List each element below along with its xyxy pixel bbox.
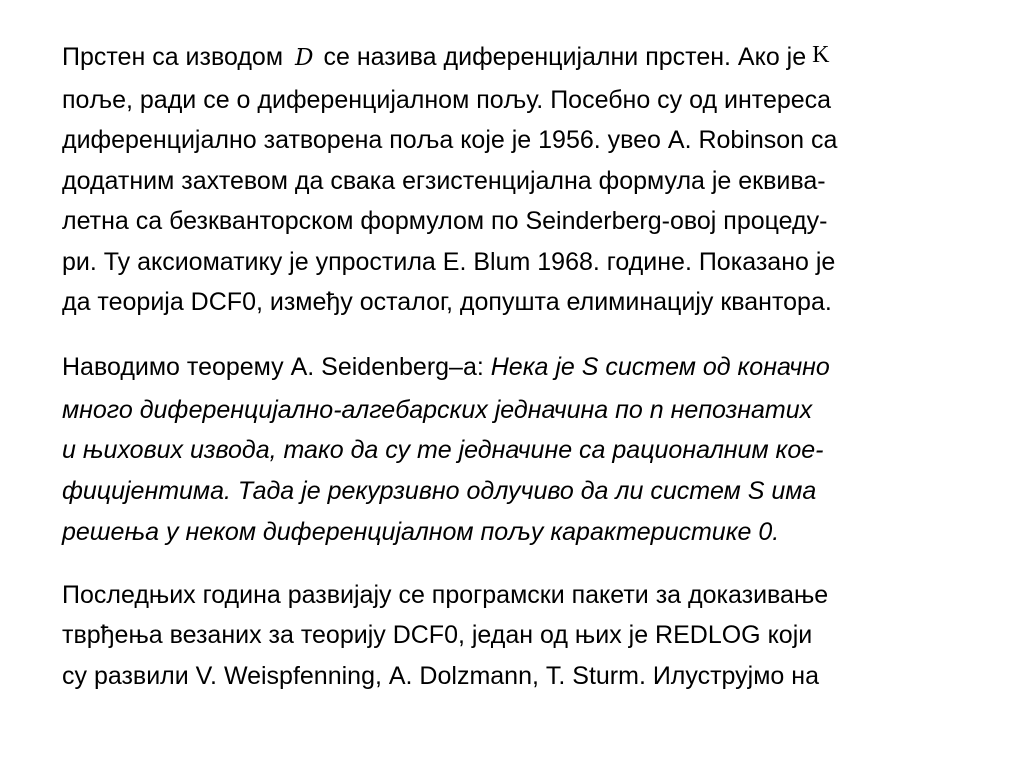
paragraph2-line4: фицијентима. Тада је рекурзивно одлучиво да ли систем S има: [62, 477, 817, 505]
paragraph1-line5: летна са безкванторском формулом по Seinderberg-овој процеду-: [62, 207, 828, 235]
paragraph1-line1-before: Прстен са изводом: [62, 43, 284, 71]
paragraph1-line3: диференцијално затворена поља које је 1956. увео А. Robinson са: [62, 126, 838, 154]
paragraph2-line1-italic: Нека је S систем од коначно: [490, 353, 830, 381]
paragraph2-line1: [62, 352, 830, 382]
paragraph2-line5: решења у неком диференцијалном пољу карактеристике 0.: [62, 518, 780, 546]
paragraph1-line7: да теорија DCF0, између осталог, допушта елиминацију квантора.: [62, 288, 832, 316]
paragraph1-line4: додатним захтевом да свака егзистенцијална формула је еквива-: [62, 167, 826, 195]
paragraph3-line2: тврђења везаних за теорију DCF0, један од њих је REDLOG који: [62, 621, 813, 649]
paragraph3-line3: су развили V. Weispfenning, А. Dolzmann, Т. Sturm. Илуструјмо на: [62, 662, 819, 690]
math-symbol-d: D: [295, 45, 314, 71]
paragraph1-line6: ри. Ту аксиоматику је упростила Е. Blum 1968. године. Показано је: [62, 248, 836, 276]
paragraph2-line3: и њихових извода, тако да су те једначине са рационалним кое-: [62, 436, 824, 464]
paragraph1-line1-after: се назива диференцијални прстен. Ако је: [323, 43, 807, 71]
paragraph3-line1: Последњих година развијају се програмски пакети за доказивање: [62, 581, 829, 609]
paragraph1-line1: [62, 42, 829, 72]
paragraph2-line2: много диференцијално-алгебарских једначина по n непознатих: [62, 396, 813, 424]
math-symbol-k: K: [812, 42, 830, 68]
paragraph1-line2: поље, ради се о диференцијалном пољу. Посебно су од интереса: [62, 86, 832, 114]
paragraph2-line1-normal: Наводимо теорему А. Seidenberg–а:: [62, 353, 491, 381]
